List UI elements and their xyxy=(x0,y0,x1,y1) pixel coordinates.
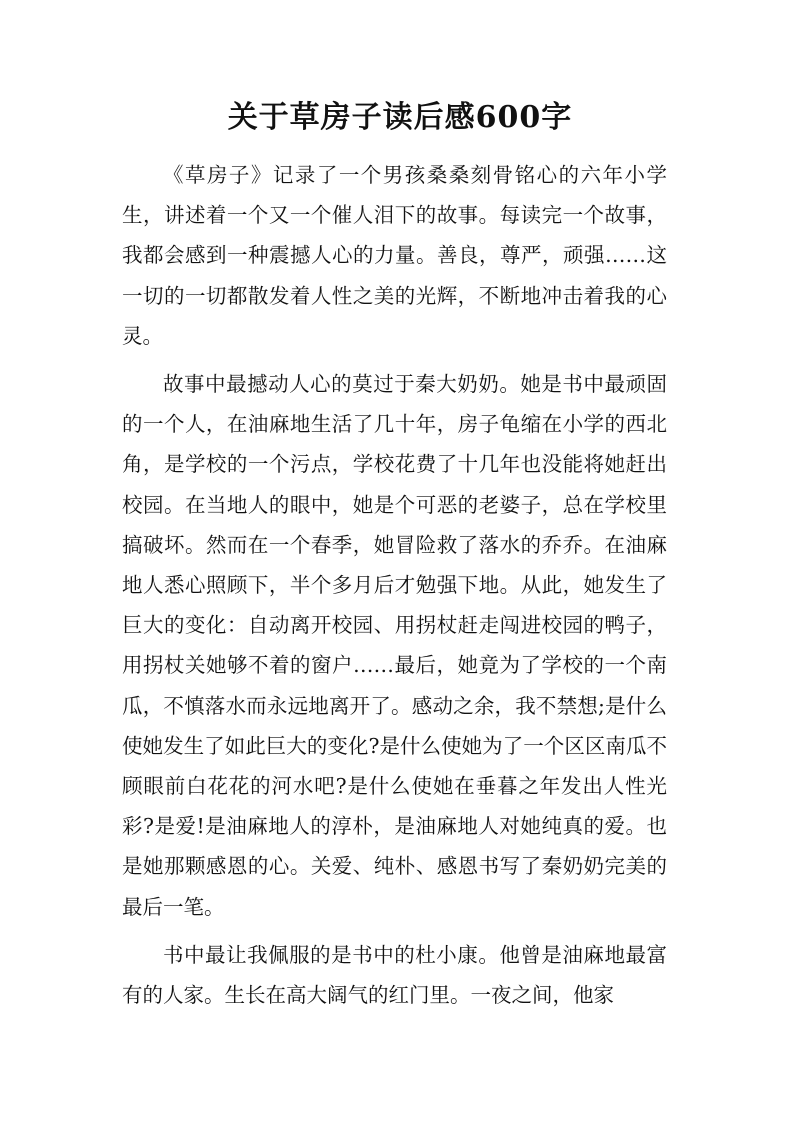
paragraph-1: 《草房子》记录了一个男孩桑桑刻骨铭心的六年小学生，讲述着一个又一个催人泪下的故事。每读完一个故事，我都会感到一种震撼人心的力量。善良，尊严，顽强……这一切的一切都散发着人性之美的光辉，不断地冲击着我的心灵。 xyxy=(122,163,667,348)
document-title: 关于草房子读后感600字 xyxy=(227,100,573,135)
paragraph-3: 书中最让我佩服的是书中的杜小康。他曾是油麻地最富有的人家。生长在高大阔气的红门里。一夜之间，他家 xyxy=(122,942,667,1008)
document-body xyxy=(122,155,667,1015)
paragraph-2: 故事中最撼动人心的莫过于秦大奶奶。她是书中最顽固的一个人，在油麻地生活了几十年，房子龟缩在小学的西北角，是学校的一个污点，学校花费了十几年也没能将她赶出校园。在当地人的眼中，她是个可恶的老婆子，总在学校里搞破坏。然而在一个春季，她冒险救了落水的乔乔。在油麻地人悉心照顾下，半个多月后才勉强下地。从此，她发生了巨大的变化：自动离开校园、用拐杖赶走闯进校园的鸭子，用拐杖关她够不着的窗户……最后，她竟为了学校的一个南瓜，不慎落水而永远地离开了。感动之余，我不禁想;是什么使她发生了如此巨大的变化?是什么使她为了一个区区南瓜不顾眼前白花花的河水吧?是什么使她在垂暮之年发出人性光彩?是爱!是油麻地人的淳朴，是油麻地人对她纯真的爱。也是她那颗感恩的心。关爱、纯朴、感恩书写了秦奶奶完美的最后一笔。 xyxy=(122,372,667,919)
